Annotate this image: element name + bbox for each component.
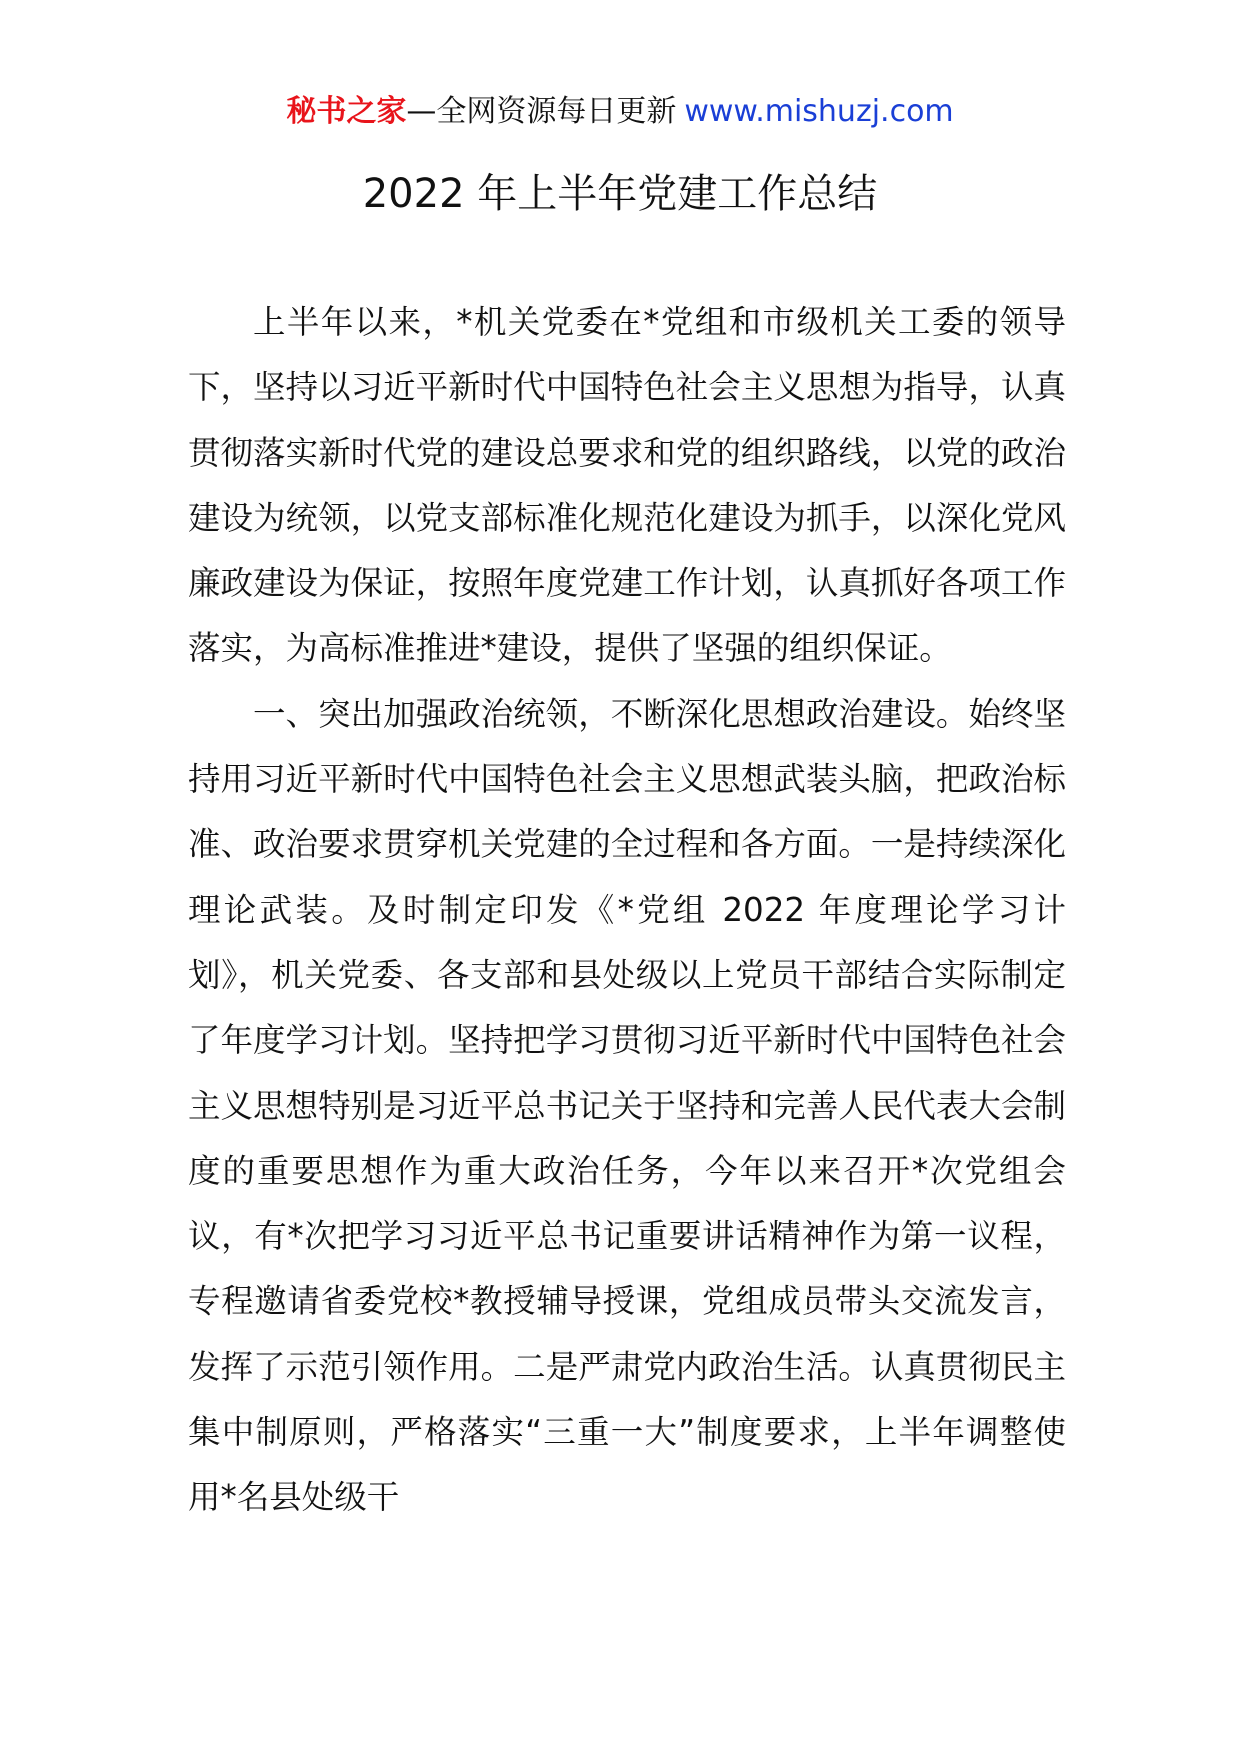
watermark-header [0, 92, 1240, 132]
section-one-paragraph: 一、突出加强政治统领，不断深化思想政治建设。始终坚持用习近平新时代中国特色社会主义思想武装头脑，把政治标准、政治要求贯穿机关党建的全过程和各方面。一是持续深化理论武装。及时制定印发《*党组 2022 年度理论学习计划》，机关党委、各支部和县处级以上党员干部结合实际制定了年度学习计划。坚持把学习贯彻习近平新时代中国特色社会主义思想特别是习近平总书记关于坚持和完善人民代表大会制度的重要思想作为重大政治任务，今年以来召开*次党组会议，有*次把学习习近平总书记重要讲话精神作为第一议程，专程邀请省委党校*教授辅导授课，党组成员带头交流发言，发挥了示范引领作用。二是严肃党内政治生活。认真贯彻民主集中制原则，严格落实“三重一大”制度要求，上半年调整使用*名县处级干 [188, 694, 1066, 1517]
intro-paragraph: 上半年以来，*机关党委在*党组和市级机关工委的领导下，坚持以习近平新时代中国特色社会主义思想为指导，认真贯彻落实新时代党的建设总要求和党的组织路线，以党的政治建设为统领，以党支部标准化规范化建设为抓手，以深化党风廉政建设为保证，按照年度党建工作计划，认真抓好各项工作落实，为高标准推进*建设，提供了坚强的组织保证。 [188, 303, 1066, 668]
header-slogan: —全网资源每日更新 [406, 94, 677, 129]
document-body [188, 290, 1066, 1531]
document-title: 2022 年上半年党建工作总结 [362, 171, 878, 217]
site-url-link[interactable]: www.mishuzj.com [684, 94, 954, 129]
brand-name: 秘书之家 [286, 94, 407, 129]
